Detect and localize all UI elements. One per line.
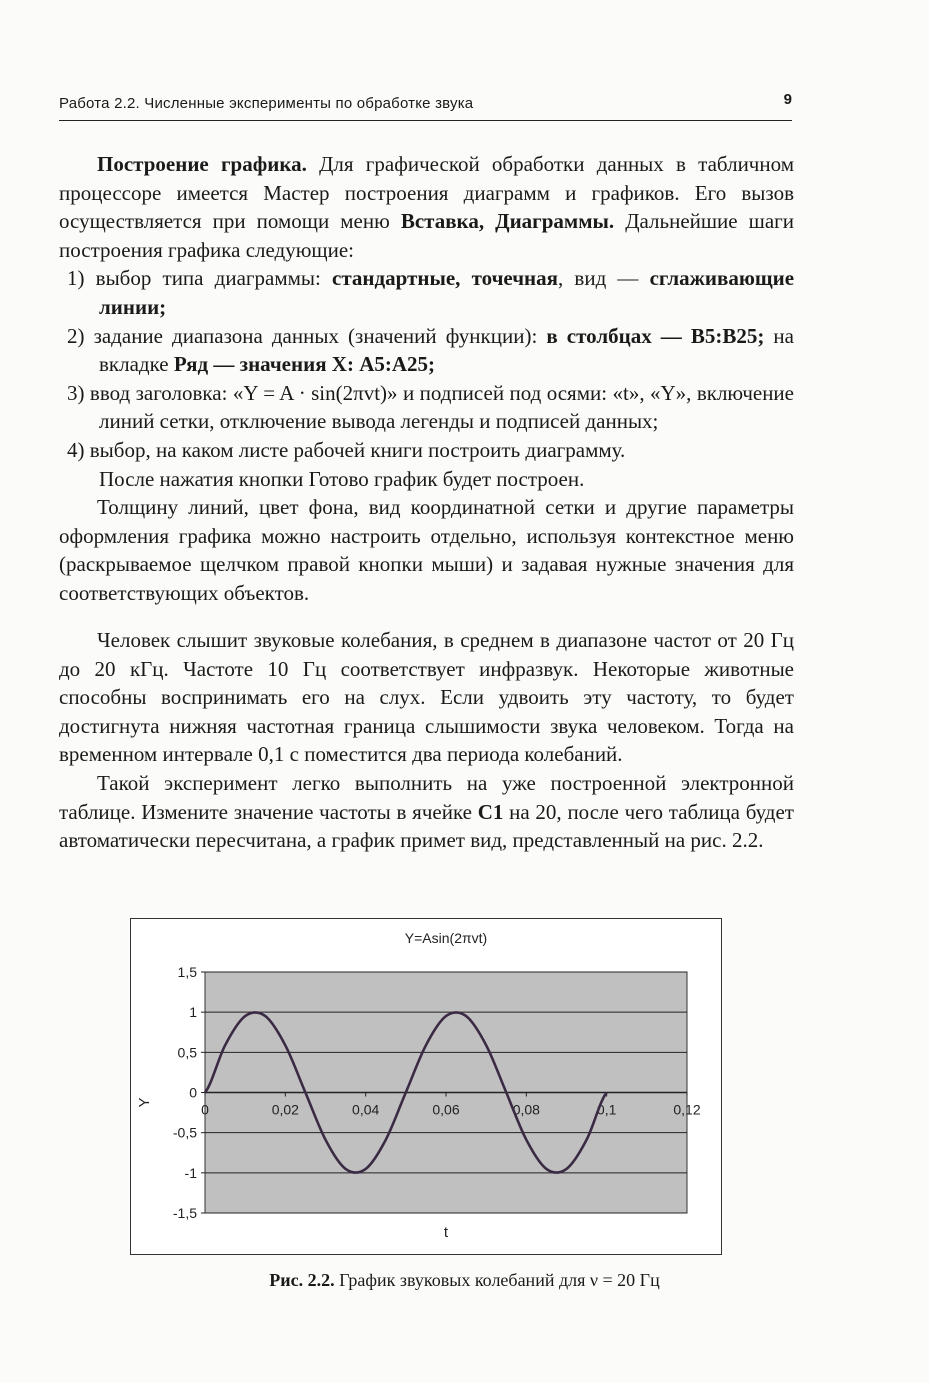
y-tick-label: 1,5	[177, 964, 197, 980]
intro-tail: Дальнейшие шаги построения графика следующие:	[59, 209, 794, 262]
step-2-bold: в столбцах — В5:В25;	[546, 323, 765, 348]
figure-caption	[0, 1270, 929, 1291]
step-1-bold: стандартные, точечная	[332, 266, 559, 291]
x-tick-label: 0,04	[352, 1101, 380, 1118]
caption-text: График звуковых колебаний для ν = 20 Гц	[334, 1270, 660, 1290]
intro-paragraph	[59, 150, 794, 264]
y-axis-label: Y	[136, 1097, 153, 1108]
step-3	[59, 379, 794, 436]
x-tick-label: 0,06	[432, 1101, 460, 1118]
formatting-paragraph: Толщину линий, цвет фона, вид координатной сетки и другие параметры оформления графика можно настроить отдельно, используя контекстное меню (раскрываемое щелчком правой кнопки мыши) и задавая нужные значения для соответствующих объектов.	[59, 495, 794, 605]
section-chart-building	[59, 150, 794, 608]
x-tick-label: 0,12	[673, 1101, 701, 1118]
y-tick-label: -1,5	[172, 1205, 197, 1221]
y-tick-label: 1	[189, 1004, 197, 1021]
step-1-text: выбор типа диаграммы:	[84, 266, 333, 291]
after-steps: После нажатия кнопки Готово график будет построен.	[99, 466, 585, 491]
experiment-paragraph	[59, 769, 794, 855]
step-2-mid: на вкладке	[99, 323, 794, 377]
figure-chart	[130, 918, 722, 1255]
step-4-num: 4)	[67, 437, 85, 462]
step-3-num: 3)	[67, 380, 85, 405]
step-2-num: 2)	[67, 323, 85, 348]
header-title: Работа 2.2. Численные эксперименты по обработке звука	[59, 95, 474, 112]
section-experiment	[59, 626, 794, 855]
y-tick-label: 0,5	[177, 1044, 197, 1061]
y-tick-label: -1	[184, 1164, 197, 1181]
x-tick-label: 0,1	[596, 1101, 617, 1118]
step-1-num: 1)	[67, 266, 85, 291]
step-2-text: задание диапазона данных (значений функции):	[84, 323, 547, 348]
caption-label: Рис. 2.2.	[269, 1270, 335, 1290]
x-tick-label: 0,08	[512, 1101, 540, 1118]
step-1	[59, 264, 794, 321]
x-tick-label: 0,02	[271, 1101, 299, 1118]
experiment-text-start: Такой эксперимент легко выполнить на уже построенной электронной таблице. Измените значение частоты в ячейке	[59, 770, 794, 824]
sine-chart	[131, 919, 721, 1254]
menu-path: Вставка, Диаграммы.	[400, 209, 615, 234]
step-1-bold2: сглаживающие линии;	[99, 266, 795, 319]
cell-ref: С1	[477, 799, 504, 824]
chart-title: Y=Asin(2πvt)	[404, 930, 488, 946]
y-tick-label: 0	[189, 1084, 197, 1101]
step-1-mid: , вид —	[558, 266, 650, 291]
intro-text: Для графической обработки данных в табличном процессоре имеется Мастер построения диаграмм и графиков. Его вызов осуществляется при помощи меню	[59, 152, 794, 234]
x-axis-label: t	[443, 1224, 449, 1241]
running-header	[59, 90, 792, 121]
page-number: 9	[783, 91, 792, 108]
step-3-text: ввод заголовка: «Y = A · sin(2πvt)» и подписей под осями: «t», «Y», включение линий сетки, отключение вывода легенды и подписей данных;	[84, 380, 794, 434]
hearing-paragraph: Человек слышит звуковые колебания, в среднем в диапазоне частот от 20 Гц до 20 кГц. Частоте 10 Гц соответствует инфразвук. Некоторые животные способны воспринимать его на слух. Если удвоить эту частоту, то будет достигнута нижняя частотная граница слышимости звука человеком. Тогда на временном интервале 0,1 с поместится два периода колебаний.	[59, 628, 794, 767]
step-2-bold2: Ряд — значения X: А5:А25;	[173, 352, 436, 377]
experiment-text-end: на 20, после чего таблица будет автоматически пересчитана, а график примет вид, представленный на рис. 2.2.	[59, 799, 794, 853]
intro-heading: Построение графика.	[97, 152, 307, 176]
step-4	[59, 436, 794, 465]
x-tick-label: 0	[201, 1101, 209, 1118]
step-2	[59, 322, 794, 379]
y-tick-label: -0,5	[172, 1124, 197, 1141]
step-4-text: выбор, на каком листе рабочей книги построить диаграмму.	[84, 437, 626, 462]
